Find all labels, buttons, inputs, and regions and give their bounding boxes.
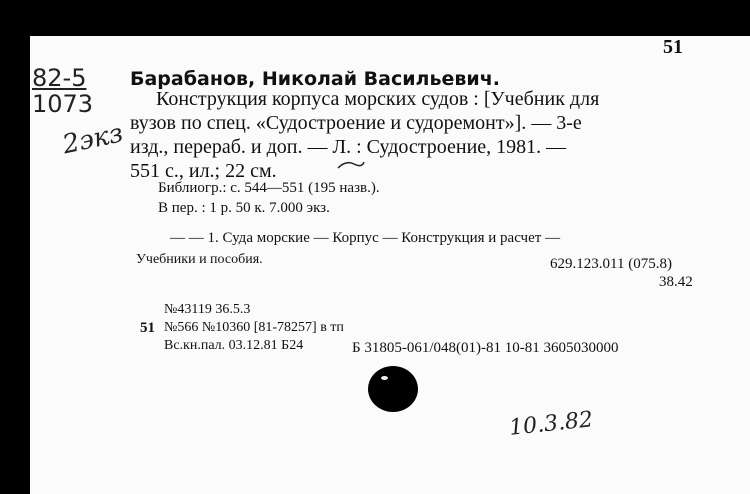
handwritten-copies: 2экз <box>60 118 126 161</box>
shelfmark-top: 82-5 <box>32 64 87 92</box>
punch-hole <box>368 366 418 412</box>
description-line-1: Конструкция корпуса морских судов : [Учебник для <box>156 88 600 110</box>
handwritten-date: 10.3.82 <box>508 407 595 441</box>
subject-headings: — — 1. Суда морские — Корпус — Конструкция и расчет — <box>170 230 561 246</box>
isbn-code: Б 31805-061/048(01)-81 10-81 3605030000 <box>352 340 619 356</box>
inventory-line-1: №43119 36.5.3 <box>164 302 251 317</box>
catalog-card <box>30 36 750 494</box>
shelfmark-bottom: 1073 <box>32 90 94 118</box>
author-heading: Барабанов, Николай Васильевич. <box>130 68 500 90</box>
description-line-2: вузов по спец. «Судостроение и судоремонт»]. — 3-е <box>130 112 582 134</box>
description-line-3: изд., перераб. и доп. — Л. : Судостроение, 1981. — <box>130 136 567 158</box>
price-note: В пер. : 1 р. 50 к. 7.000 экз. <box>158 200 330 216</box>
subject-headings-cont: Учебники и пособия. <box>136 252 263 267</box>
card-number: 51 <box>663 36 683 58</box>
bibliography-note: Библиогр.: с. 544—551 (195 назв.). <box>158 180 380 196</box>
bbk-code: 38.42 <box>659 274 693 290</box>
inventory-line-3: Вс.кн.пал. 03.12.81 Б24 <box>164 338 304 353</box>
inventory-marker: 51 <box>140 320 155 336</box>
description-line-4: 551 с., ил.; 22 см. <box>130 160 277 182</box>
pen-squiggle <box>336 158 366 174</box>
inventory-line-2: №566 №10360 [81-78257] в тп <box>164 320 344 335</box>
udc-code: 629.123.011 (075.8) <box>550 256 672 272</box>
